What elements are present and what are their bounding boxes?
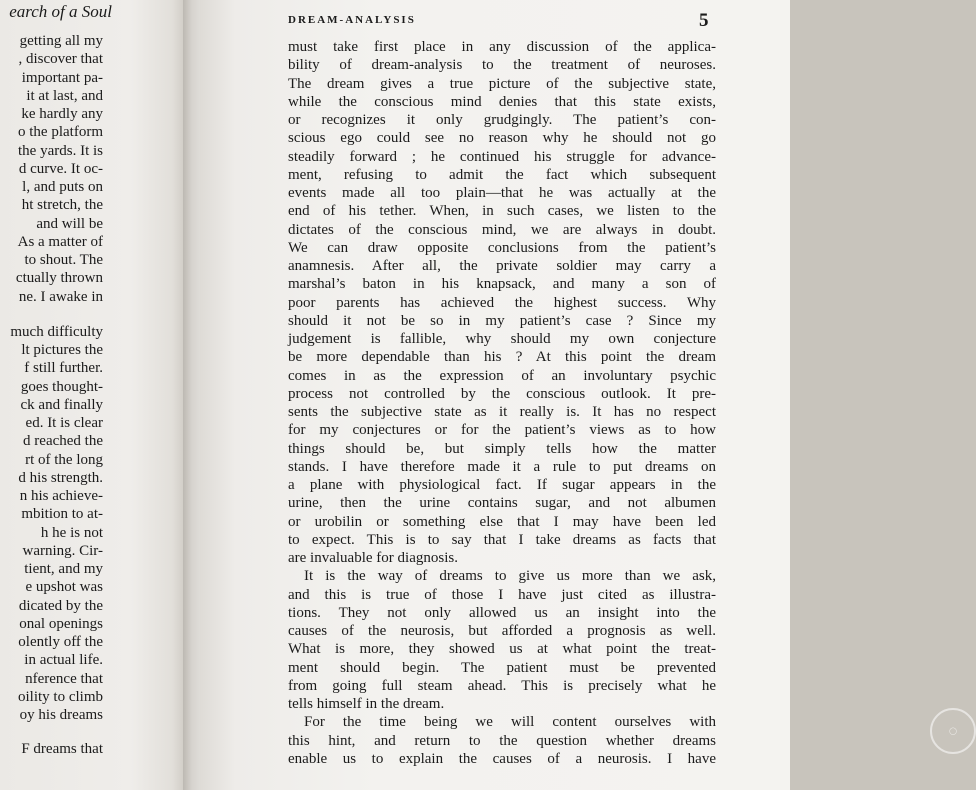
left-text-line: mbition to at-	[21, 506, 103, 523]
left-text-line: the yards. It is	[18, 142, 103, 159]
left-text-line: ck and finally	[20, 396, 103, 413]
left-text-line: important pa-	[21, 69, 103, 86]
text-line: What is more, they showed us at what point the treat-	[288, 641, 716, 658]
text-line: be more dependable than his ? At this point the dream	[288, 349, 716, 366]
paragraph-gap	[0, 724, 103, 740]
text-line: marshal’s baton in his knapsack, and many a son of	[288, 276, 716, 293]
left-text-line: to shout. The	[24, 252, 103, 268]
text-line: process not controlled by the conscious outlook. It pre-	[288, 385, 716, 402]
text-line: The dream gives a true picture of the subjective state,	[288, 75, 716, 92]
left-text-line: n his achieve-	[19, 488, 103, 504]
left-text-line: oy his dreams	[19, 707, 103, 723]
text-line: sents the subjective state as it really is. It has no respect	[288, 404, 716, 420]
text-line: tells himself in the dream.	[288, 696, 445, 712]
left-text-line: getting all my	[19, 33, 103, 49]
left-text-line: and will be	[36, 215, 103, 232]
left-text-line: goes thought-	[20, 378, 103, 395]
left-running-head: earch of a Soul	[9, 2, 112, 21]
text-line: this hint, and return to the question whether dreams	[288, 732, 716, 749]
text-line: ment should begin. The patient must be prevented	[288, 659, 716, 676]
text-line: things should be, but simply tells how the matter	[288, 440, 716, 457]
text-line: scious ego could see no reason why he should not go	[288, 130, 716, 147]
left-text-line: ctually thrown	[15, 270, 103, 287]
left-text-line: , discover that	[18, 51, 103, 68]
left-text-line: h he is not	[40, 524, 103, 541]
left-text-line: d his strength.	[18, 469, 103, 486]
text-line: ment, refusing to admit the fact which subsequent	[288, 166, 716, 183]
left-text-line: dicated by the	[18, 597, 103, 614]
left-text-line: d reached the	[23, 433, 103, 450]
running-head: DREAM-ANALYSIS	[288, 14, 416, 26]
left-text-line: ne. I awake in	[18, 288, 103, 305]
left-text-line: onal openings	[19, 615, 103, 632]
page-number: 5	[699, 10, 709, 31]
left-text-line: warning. Cir-	[22, 542, 103, 559]
text-line: steadily forward ; he continued his struggle for advance-	[288, 148, 716, 165]
left-text-line: l, and puts on	[22, 179, 103, 195]
text-line: from going full steam ahead. This is precisely what he	[288, 677, 716, 694]
text-line: or urobilin or something else that I may have been led	[288, 513, 716, 530]
text-line: should it not be so in my patient’s case ? Since my	[288, 312, 716, 329]
text-line: tions. They not only allowed us an insight into the	[288, 604, 716, 621]
text-line: anamnesis. After all, the private soldier may carry a	[288, 258, 716, 274]
text-line: or recognizes it only grudgingly. The patient’s con-	[288, 112, 716, 128]
text-line: dictates of the conscious mind, we are always in doubt.	[288, 221, 716, 238]
left-text-line: o the platform	[18, 124, 103, 141]
left-text-line: it at last, and	[26, 87, 103, 104]
left-text-line: in actual life.	[24, 652, 103, 669]
text-line: are invaluable for diagnosis.	[288, 550, 458, 566]
right-page	[200, 0, 957, 790]
watermark-stamp: ◯	[930, 708, 976, 754]
text-line: We can draw opposite conclusions from the patient’s	[288, 239, 716, 256]
left-text-line: e upshot was	[25, 579, 103, 596]
left-text-line: much difficulty	[10, 323, 103, 340]
text-line: end of his tether. When, in such cases, we listen to the	[288, 203, 716, 220]
text-line: For the time being we will content ourselves with	[304, 714, 716, 731]
text-line: to expect. This is to say that I take dreams as facts that	[288, 531, 716, 548]
text-line: It is the way of dreams to give us more than we ask,	[304, 568, 716, 585]
left-page	[0, 0, 187, 790]
text-line: judgement is fallible, why should my own conjecture	[288, 331, 716, 347]
text-line: causes of the neurosis, but afforded a prognosis as well.	[288, 623, 716, 639]
left-page-text	[0, 32, 103, 759]
left-text-line: ht stretch, the	[21, 197, 103, 214]
left-text-line: tient, and my	[24, 561, 103, 577]
left-text-line: ke hardly any	[21, 106, 103, 122]
left-text-line: f still further.	[24, 360, 103, 377]
left-text-line: olently off the	[18, 634, 103, 650]
text-line: comes in as the expression of an involuntary psychic	[288, 367, 716, 384]
left-text-line: As a matter of	[17, 233, 103, 250]
text-line: events made all too plain—that he was actually at the	[288, 185, 716, 201]
left-text-line: lt pictures the	[21, 342, 103, 358]
left-text-line: ed. It is clear	[25, 415, 103, 431]
left-text-line: rt of the long	[25, 451, 103, 468]
left-text-line: d curve. It oc-	[18, 160, 103, 177]
left-text-line: nference that	[25, 670, 103, 687]
text-line: must take first place in any discussion of the applica-	[288, 39, 716, 55]
text-line: urine, then the urine contains sugar, and not albumen	[288, 495, 716, 512]
text-line: stands. I have therefore made it a rule to put dreams on	[288, 458, 716, 475]
text-line: while the conscious mind denies that this state exists,	[288, 93, 716, 110]
left-text-line: oility to climb	[18, 688, 103, 705]
body-text	[288, 38, 716, 768]
left-text-line: F dreams that	[21, 741, 103, 758]
text-line: a plane with physiological fact. If sugar appears in the	[288, 477, 716, 493]
text-line: bility of dream-analysis to the treatment of neuroses.	[288, 57, 716, 74]
text-line: for my conjectures or for the patient’s views as to how	[288, 422, 716, 439]
text-line: and this is true of those I have just cited as illustra-	[288, 586, 716, 603]
text-line: poor parents has achieved the highest success. Why	[288, 294, 716, 311]
paragraph-gap	[0, 306, 103, 323]
text-line: enable us to explain the causes of a neurosis. I have	[288, 750, 716, 767]
